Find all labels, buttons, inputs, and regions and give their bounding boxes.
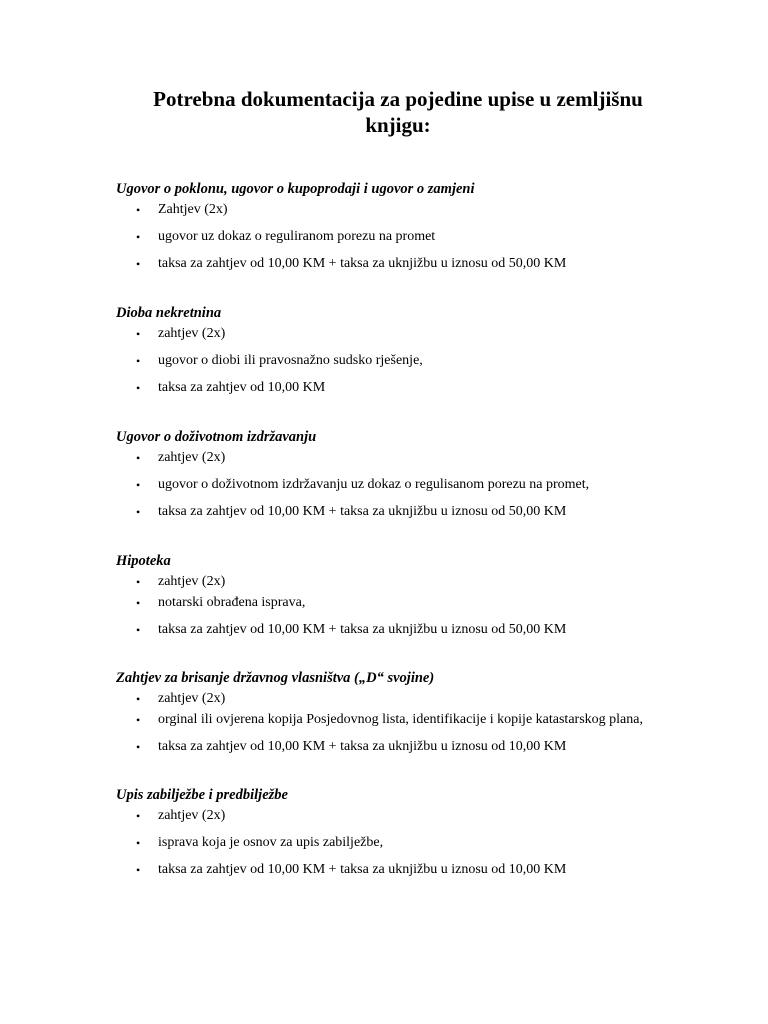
list-item-text: taksa za zahtjev od 10,00 KM + taksa za uknjižbu u iznosu od 50,00 KM xyxy=(158,256,567,271)
requirements-list xyxy=(116,573,736,639)
list-item xyxy=(116,228,736,246)
bullet-icon: • xyxy=(136,451,141,465)
list-item-text: zahtjev (2x) xyxy=(158,326,226,341)
list-item-text: notarski obrađena isprava, xyxy=(158,595,306,610)
list-item xyxy=(116,738,736,756)
section-heading: Hipoteka xyxy=(116,553,171,569)
list-item-text: ugovor uz dokaz o reguliranom porezu na promet xyxy=(158,229,436,244)
list-item xyxy=(116,621,736,639)
section-brisanje-drzavnog-vlasnistva xyxy=(116,669,736,756)
list-item-text: zahtjev (2x) xyxy=(158,574,226,589)
bullet-icon: • xyxy=(136,327,141,341)
bullet-icon: • xyxy=(136,596,141,610)
section-heading: Upis zabilježbe i predbilježbe xyxy=(116,787,288,803)
list-item xyxy=(116,861,736,879)
page-title xyxy=(130,86,666,138)
section-heading: Ugovor o poklonu, ugovor o kupoprodaji i ugovor o zamjeni xyxy=(116,181,475,197)
list-item xyxy=(116,834,736,852)
requirements-list xyxy=(116,690,736,756)
list-item xyxy=(116,503,736,521)
bullet-icon: • xyxy=(136,713,141,727)
section-heading: Ugovor o doživotnom izdržavanju xyxy=(116,429,317,445)
list-item xyxy=(116,352,736,370)
bullet-icon: • xyxy=(136,203,141,217)
list-item xyxy=(116,476,736,494)
section-upis-zabiljezbe xyxy=(116,786,736,879)
section-hipoteka xyxy=(116,552,736,639)
bullet-icon: • xyxy=(136,809,141,823)
list-item-text: ugovor o doživotnom izdržavanju uz dokaz o regulisanom porezu na promet, xyxy=(158,477,590,492)
page-title-line-1: Potrebna dokumentacija za pojedine upise u zemljišnu xyxy=(153,87,643,111)
list-item-text: taksa za zahtjev od 10,00 KM + taksa za uknjižbu u iznosu od 50,00 KM xyxy=(158,504,567,519)
list-item-text: ugovor o diobi ili pravosnažno sudsko rješenje, xyxy=(158,353,423,368)
list-item-text: zahtjev (2x) xyxy=(158,450,226,465)
bullet-icon: • xyxy=(136,478,141,492)
list-item xyxy=(116,449,736,467)
section-dioba-nekretnina xyxy=(116,304,736,397)
bullet-icon: • xyxy=(136,623,141,637)
section-heading: Dioba nekretnina xyxy=(116,305,222,321)
requirements-list xyxy=(116,201,736,273)
bullet-icon: • xyxy=(136,863,141,877)
requirements-list xyxy=(116,449,736,521)
list-item xyxy=(116,255,736,273)
list-item-text: taksa za zahtjev od 10,00 KM xyxy=(158,380,326,395)
page-title-line-2: knjigu: xyxy=(365,113,431,137)
list-item-text: taksa za zahtjev od 10,00 KM + taksa za uknjižbu u iznosu od 50,00 KM xyxy=(158,622,567,637)
list-item xyxy=(116,201,736,219)
list-item-text: zahtjev (2x) xyxy=(158,691,226,706)
list-item xyxy=(116,573,736,591)
bullet-icon: • xyxy=(136,692,141,706)
list-item xyxy=(116,690,736,708)
section-ugovor-o-poklonu xyxy=(116,180,736,273)
bullet-icon: • xyxy=(136,230,141,244)
requirements-list xyxy=(116,807,736,879)
bullet-icon: • xyxy=(136,740,141,754)
list-item-text: taksa za zahtjev od 10,00 KM + taksa za uknjižbu u iznosu od 10,00 KM xyxy=(158,862,567,877)
bullet-icon: • xyxy=(136,505,141,519)
bullet-icon: • xyxy=(136,381,141,395)
list-item-text: taksa za zahtjev od 10,00 KM + taksa za uknjižbu u iznosu od 10,00 KM xyxy=(158,739,567,754)
list-item-text: isprava koja je osnov za upis zabilježbe, xyxy=(158,835,384,850)
bullet-icon: • xyxy=(136,257,141,271)
section-dozivotno-izdrzavanje xyxy=(116,428,736,521)
list-item xyxy=(116,379,736,397)
list-item-text: orginal ili ovjerena kopija Posjedovnog lista, identifikacije i kopije katastarskog plana, xyxy=(158,712,643,727)
list-item xyxy=(116,325,736,343)
section-heading: Zahtjev za brisanje državnog vlasništva („D“ svojine) xyxy=(116,670,435,686)
bullet-icon: • xyxy=(136,354,141,368)
list-item xyxy=(116,594,736,612)
list-item-text: Zahtjev (2x) xyxy=(158,202,228,217)
bullet-icon: • xyxy=(136,836,141,850)
list-item xyxy=(116,711,736,729)
list-item-text: zahtjev (2x) xyxy=(158,808,226,823)
requirements-list xyxy=(116,325,736,397)
bullet-icon: • xyxy=(136,575,141,589)
list-item xyxy=(116,807,736,825)
